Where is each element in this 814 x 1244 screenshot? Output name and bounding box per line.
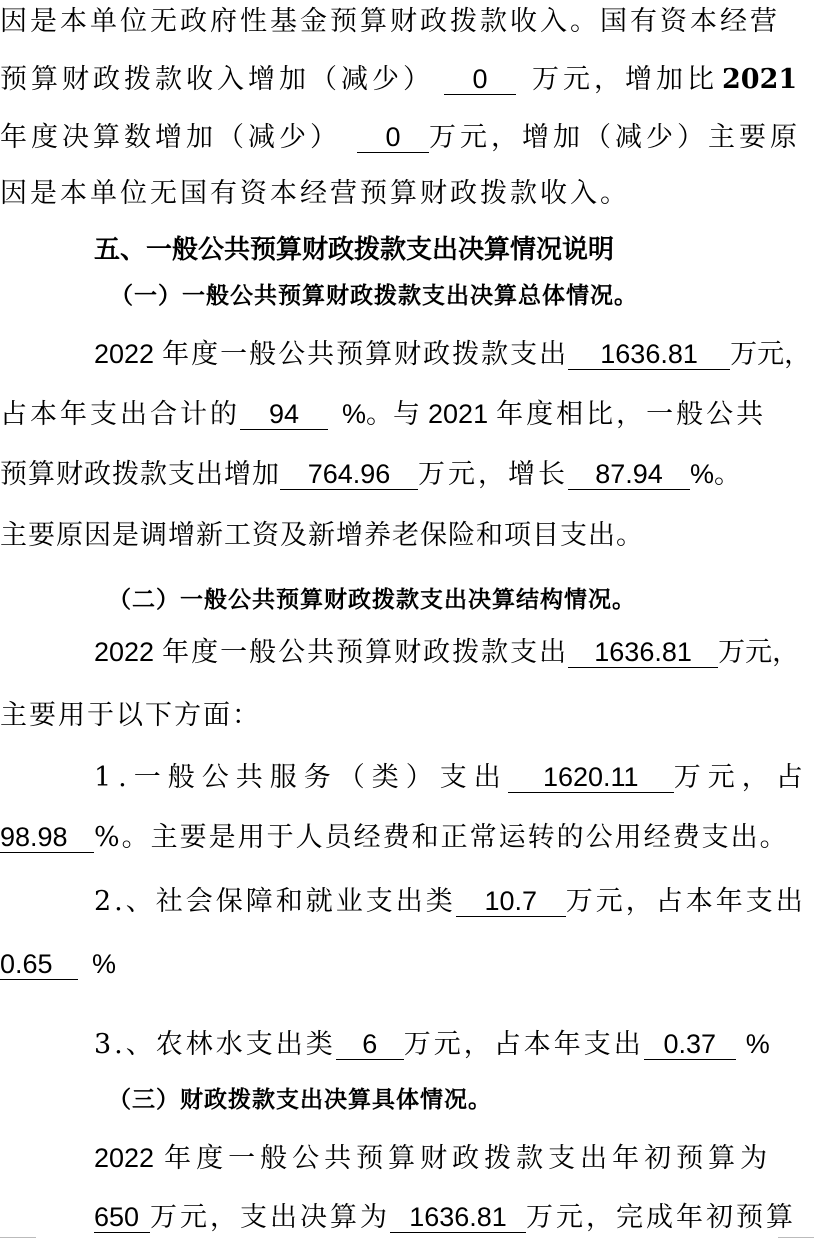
paragraph-3-line-1: 2022 年度一般公共预算财政拨款支出年初预算为 [94, 1143, 773, 1174]
value-0-year-change: 0 [357, 122, 429, 153]
paragraph-1-line-1: 2022 年度一般公共预算财政拨款支出 1636.81 万元， [94, 339, 812, 370]
value-agriculture-percent: 0.37 [644, 1029, 736, 1060]
text-line-4: 因是本单位无国有资本经营预算财政拨款收入。 [0, 178, 630, 209]
item-2-line-2: 0.65 % [0, 949, 117, 979]
value-general-public-services-percent: 98.98 [0, 822, 94, 853]
paragraph-1-line-3: 预算财政拨款支出增加 764.96 万元，增长 87.94 %。 [0, 459, 742, 490]
value-social-security-percent: 0.65 [0, 949, 78, 980]
paragraph-2-line-2: 主要用于以下方面： [0, 700, 261, 731]
subsection-heading-2: （二）一般公共预算财政拨款支出决算结构情况。 [108, 587, 636, 613]
value-social-security: 10.7 [456, 886, 566, 917]
subsection-heading-3: （三）财政拨款支出决算具体情况。 [108, 1087, 492, 1113]
paragraph-1-line-4: 主要原因是调增新工资及新增养老保险和项目支出。 [0, 520, 644, 551]
page-margin-mark-right [778, 1237, 814, 1238]
value-final-expenditure: 1636.81 [390, 1202, 526, 1233]
paragraph-2-line-1: 2022 年度一般公共预算财政拨款支出 1636.81 万元， [94, 637, 800, 668]
text-line-3: 年度决算数增加（减少） 0 万元，增加（减少）主要原 [0, 122, 801, 153]
item-3-line-1: 3.、农林水支出类 6 万元，占本年支出 0.37 % [94, 1029, 770, 1060]
value-increase-amount: 764.96 [280, 459, 418, 490]
subsection-heading-1: （一）一般公共预算财政拨款支出决算总体情况。 [110, 283, 638, 309]
value-0-revenue-change: 0 [444, 64, 516, 95]
text-line-2: 预算财政拨款收入增加（减少） 0 万元，增加比 2021 [0, 64, 798, 95]
value-initial-budget: 650 [94, 1202, 150, 1233]
value-percent-total: 94 [240, 399, 328, 430]
item-1-line-1: 1.一般公共服务（类）支出 1620.11 万元，占 [94, 762, 810, 793]
text-line-1: 因是本单位无政府性基金预算财政拨款收入。国有资本经营 [0, 6, 780, 37]
value-agriculture: 6 [336, 1029, 404, 1060]
value-growth-rate: 87.94 [568, 459, 690, 490]
value-general-public-services: 1620.11 [508, 762, 674, 793]
item-2-line-1: 2.、社会保障和就业支出类 10.7 万元，占本年支出 [94, 886, 806, 917]
paragraph-1-line-2: 占本年支出合计的 94 %。与 2021 年度相比，一般公共 [0, 399, 767, 430]
page-margin-mark-left [0, 1237, 36, 1238]
value-total-expenditure-2: 1636.81 [568, 637, 718, 668]
value-total-expenditure: 1636.81 [568, 339, 730, 370]
section-heading-5: 五、一般公共预算财政拨款支出决算情况说明 [94, 235, 615, 265]
item-1-line-2: 98.98 %。主要是用于人员经费和正常运转的公用经费支出。 [0, 822, 789, 853]
paragraph-3-line-2: 650 万元，支出决算为 1636.81 万元，完成年初预算 [94, 1202, 796, 1233]
